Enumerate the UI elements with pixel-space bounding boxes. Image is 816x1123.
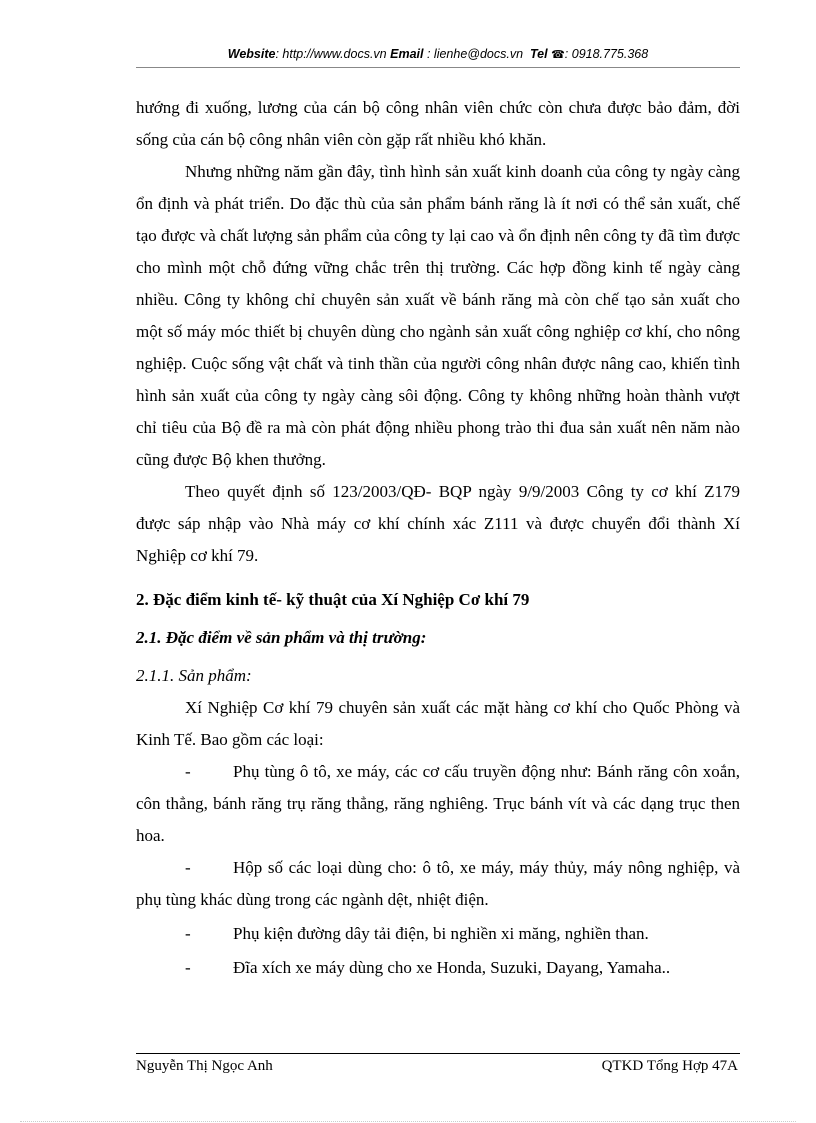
footer-class: QTKD Tổng Hợp 47A <box>601 1058 738 1074</box>
document-body <box>136 92 740 984</box>
bullet-dash: - <box>185 958 191 977</box>
bullet-dash: - <box>185 858 191 877</box>
paragraph-1: hướng đi xuống, lương của cán bộ công nhân viên chức còn chưa được bảo đảm, đời sống của cán bộ công nhân viên còn gặp rất nhiều khó khăn. <box>136 98 740 149</box>
list-item-text: Phụ kiện đường dây tải điện, bi nghiền xi măng, nghiền than. <box>233 924 649 943</box>
bullet-dash: - <box>185 762 191 781</box>
tel-value: : 0918.775.368 <box>564 47 649 61</box>
phone-icon: ☎ <box>551 49 565 61</box>
paragraph-2: Nhưng những năm gần đây, tình hình sản xuất kinh doanh của công ty ngày càng ổn định và phát triển. Do đặc thù của sản phẩm bánh răng là ít nơi có thể sản xuất, chế tạo được và chất lượng sản phẩm của công ty lại cao và ổn định nên công ty đã tìm được cho mình một chỗ đứng vững chắc trên thị trường. Các hợp đồng kinh tế ngày càng nhiều. Công ty không chỉ chuyên sản xuất về bánh răng mà còn chế tạo sản xuất cho một số máy móc thiết bị chuyên dùng cho ngành sản xuất công nghiệp cơ khí, cho nông nghiệp. Cuộc sống vật chất và tinh thần của người công nhân được nâng cao, khiến tình hình sản xuất của công ty ngày càng sôi động. Công ty không những hoàn thành vượt chỉ tiêu của Bộ đề ra mà còn phát động nhiều phong trào thi đua sản xuất nên năm nào cũng được Bộ khen thưởng. <box>136 162 740 469</box>
list-item-text: Hộp số các loại dùng cho: ô tô, xe máy, máy thủy, máy nông nghiệp, và phụ tùng khác dùng trong các ngành dệt, nhiệt điện. <box>136 858 740 909</box>
website-label: Website <box>227 47 276 61</box>
list-item-text: Đĩa xích xe máy dùng cho xe Honda, Suzuki, Dayang, Yamaha.. <box>233 958 671 977</box>
list-item <box>136 918 740 950</box>
website-value: : http://www.docs.vn <box>275 47 387 61</box>
list-item <box>136 952 740 984</box>
header-rule <box>136 67 740 68</box>
footer-rule <box>136 1053 740 1054</box>
list-item-text: Phụ tùng ô tô, xe máy, các cơ cấu truyền động như: Bánh răng côn xoắn, côn thẳng, bánh răng trụ răng thẳng, răng nghiêng. Trục bánh vít và các dạng trục then hoa. <box>136 762 740 845</box>
bullet-dash: - <box>185 924 191 943</box>
page-edge <box>20 1121 796 1122</box>
section-heading-2-1: 2.1. Đặc điểm về sản phẩm và thị trường: <box>136 628 427 647</box>
email-value: : lienhe@docs.vn <box>426 47 524 61</box>
section-heading-2-1-1: 2.1.1. Sản phẩm: <box>136 666 252 685</box>
list-item <box>136 852 740 916</box>
section-heading-2: 2. Đặc điểm kinh tế- kỹ thuật của Xí Nghiệp Cơ khí 79 <box>136 590 530 609</box>
paragraph-4: Xí Nghiệp Cơ khí 79 chuyên sản xuất các mặt hàng cơ khí cho Quốc Phòng và Kinh Tế. Bao gồm các loại: <box>136 698 740 749</box>
tel-label: Tel <box>530 47 548 61</box>
footer-author: Nguyễn Thị Ngọc Anh <box>136 1058 273 1074</box>
paragraph-3: Theo quyết định số 123/2003/QĐ- BQP ngày 9/9/2003 Công ty cơ khí Z179 được sáp nhập vào Nhà máy cơ khí chính xác Z111 và được chuyển đổi thành Xí Nghiệp cơ khí 79. <box>136 482 740 565</box>
email-label: Email <box>390 47 424 61</box>
page-header <box>136 47 740 61</box>
list-item <box>136 756 740 852</box>
